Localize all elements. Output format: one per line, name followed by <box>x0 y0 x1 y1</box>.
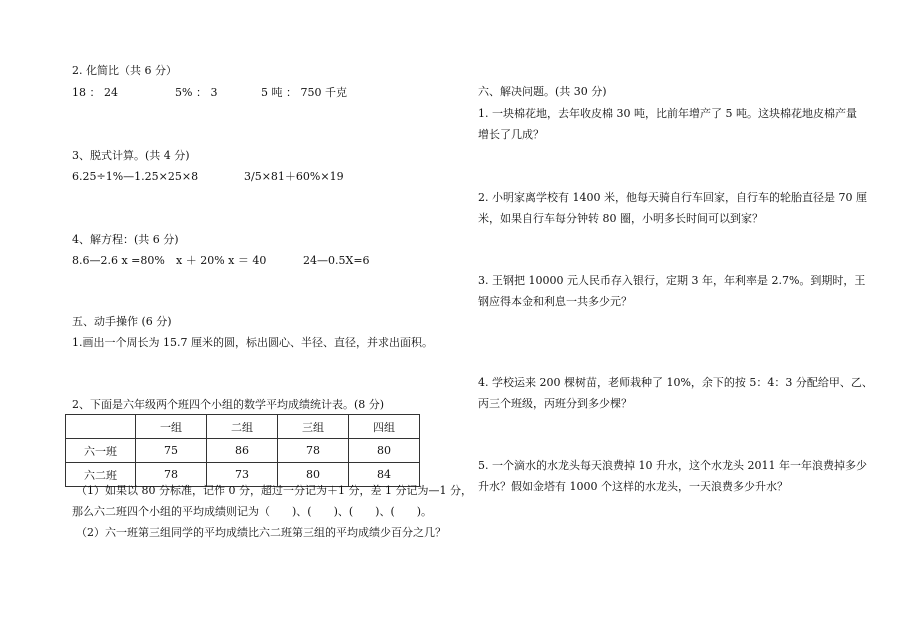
score-table <box>65 414 420 487</box>
problem-3-line-2: 钢应得本金和利息一共多少元？ <box>478 295 632 308</box>
table-cell: 80 <box>278 463 349 487</box>
table-row <box>66 463 420 487</box>
q4-item-2: x ＋ 20% x ＝ 40 <box>176 254 267 267</box>
problem-1-line-1: 1. 一块棉花地，去年收皮棉 30 吨，比前年增产了 5 吨。这块棉花地皮棉产量 <box>478 107 857 120</box>
table-cell: 84 <box>349 463 420 487</box>
table-cell: 78 <box>278 439 349 463</box>
problem-2-line-1: 2. 小明家离学校有 1400 米，他每天骑自行车回家，自行车的轮胎直径是 70 厘 <box>478 191 867 204</box>
q3-item-1: 6.25÷1%—1.25×25×8 <box>72 170 199 183</box>
q2-item-3: 5 吨 ： 750 千克 <box>261 86 347 99</box>
problem-5-line-2: 升水？假如金塔有 1000 个这样的水龙头，一天浪费多少升水？ <box>478 480 788 493</box>
problem-4-line-2: 丙三个班级，丙班分到多少棵？ <box>478 397 632 410</box>
problem-3-line-1: 3. 王钢把 10000 元人民币存入银行，定期 3 年，年利率是 2.7%。到期时，王 <box>478 274 866 287</box>
table-header-cell: 三组 <box>278 415 349 439</box>
q2-title: 2. 化简比（共 6 分） <box>72 64 177 77</box>
table-header-row <box>66 415 420 439</box>
table-header-cell <box>66 415 136 439</box>
table-cell: 80 <box>349 439 420 463</box>
problem-4-line-1: 4. 学校运来 200 棵树苗，老师栽种了 10%，余下的按 5：4：3 分配给甲、乙、 <box>478 376 873 389</box>
problem-2-line-2: 米，如果自行车每分钟转 80 圈，小明多长时间可以到家？ <box>478 212 763 225</box>
table-cell: 六一班 <box>66 439 136 463</box>
table-row <box>66 439 420 463</box>
problem-5-line-1: 5. 一个滴水的水龙头每天浪费掉 10 升水，这个水龙头 2011 年一年浪费掉多少 <box>478 459 867 472</box>
table-cell: 75 <box>136 439 207 463</box>
q2-item-2: 5% ： 3 <box>175 86 218 99</box>
q4-title: 4、解方程：(共 6 分) <box>72 233 179 246</box>
problem-1-line-2: 增长了几成？ <box>478 128 544 141</box>
table-cell: 六二班 <box>66 463 136 487</box>
table-cell: 78 <box>136 463 207 487</box>
section-5-title: 五、动手操作 (6 分) <box>72 315 172 328</box>
sub-question-2: （2）六一班第三组同学的平均成绩比六二班第三组的平均成绩少百分之几？ <box>76 526 446 539</box>
table-cell: 86 <box>207 439 278 463</box>
table-header-cell: 一组 <box>136 415 207 439</box>
q2-item-1: 18 ： 24 <box>72 86 118 99</box>
q4-item-1: 8.6—2.6 x =80% <box>72 254 165 267</box>
sub-question-1-line-1: （1）如果以 80 分标准，记作 0 分，超过一分记为＋1 分，差 1 分记为—1 分， <box>76 484 472 497</box>
section-5-q2: 2、下面是六年级两个班四个小组的数学平均成绩统计表。(8 分) <box>72 398 385 411</box>
table-cell: 73 <box>207 463 278 487</box>
section-6-title: 六、解决问题。(共 30 分) <box>478 85 607 98</box>
sub-question-1-line-2: 那么六二班四个小组的平均成绩则记为（ )、( )、( )、( )。 <box>72 505 433 518</box>
section-5-q1: 1.画出一个周长为 15.7 厘米的圆，标出圆心、半径、直径，并求出面积。 <box>72 336 433 349</box>
table-header-cell: 四组 <box>349 415 420 439</box>
q4-item-3: 24—0.5X=6 <box>303 254 370 267</box>
q3-title: 3、脱式计算。(共 4 分) <box>72 149 190 162</box>
table-header-cell: 二组 <box>207 415 278 439</box>
q3-item-2: 3/5×81＋60%×19 <box>244 170 344 183</box>
